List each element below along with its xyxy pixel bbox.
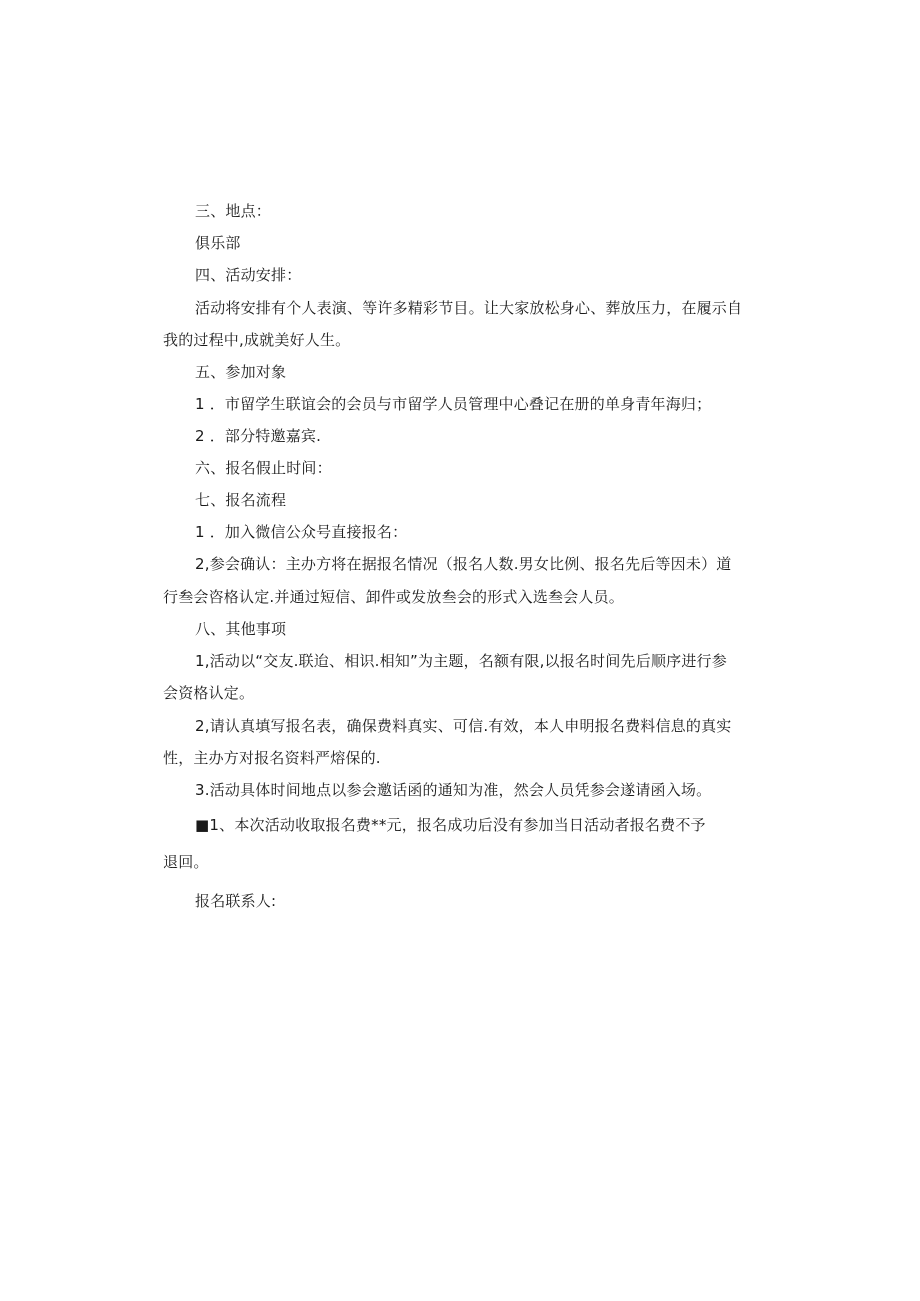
paragraph-line: 退回。	[163, 853, 209, 871]
location-text: 俱乐部	[195, 234, 241, 252]
paragraph-line: 活动将安排有个人表演、等许多精彩节目。让大家放松身心、葬放压力，在履示自	[195, 299, 743, 317]
paragraph-line: 行叁会咨格认定.并通过短信、卸件或发放叁会的形式入选叁会人员。	[163, 588, 624, 606]
list-item: 2 ．部分特邀嘉宾.	[195, 427, 322, 445]
list-item: 2,请认真填写报名表，确保费料真实、可信.有效，本人申明报名费料信息的真实	[195, 717, 732, 735]
section-heading-location: 三、地点：	[195, 202, 272, 220]
section-heading-deadline: 六、报名假止时间：	[195, 459, 332, 477]
list-item: 1 ．加入微信公众号直接报名：	[195, 523, 408, 541]
contact-label: 报名联系人:	[195, 892, 277, 910]
section-heading-other: 八、其他事项	[195, 620, 287, 638]
paragraph-line: 会资格认定。	[163, 684, 255, 702]
list-item: 1 ．市留学生联谊会的会员与市留学人员管理中心叠记在册的单身青年海归；	[195, 395, 712, 413]
section-heading-participants: 五、参加对象	[195, 363, 287, 381]
paragraph-line: 性，主办方对报名资料严熔保的.	[163, 749, 381, 767]
list-item: ■1、本次活动收取报名费**元，报名成功后没有参加当日活动者报名费不予	[195, 816, 706, 834]
list-item: 1,活动以“交友.联迨、相识.相知”为主题，名额有限,以报名时间先后顺序进行参	[195, 652, 727, 670]
list-item: 3.活动具体时间地点以参会邀话函的通知为准，然会人员凭参会遂请函入场。	[195, 781, 712, 799]
list-item: 2,参会确认：主办方将在据报名情况（报名人数.男女比例、报名先后等因未）道	[195, 555, 732, 573]
paragraph-line: 我的过程中,成就美好人生。	[163, 331, 351, 349]
section-heading-process: 七、报名流程	[195, 491, 287, 509]
section-heading-arrangement: 四、活动安排：	[195, 266, 302, 284]
